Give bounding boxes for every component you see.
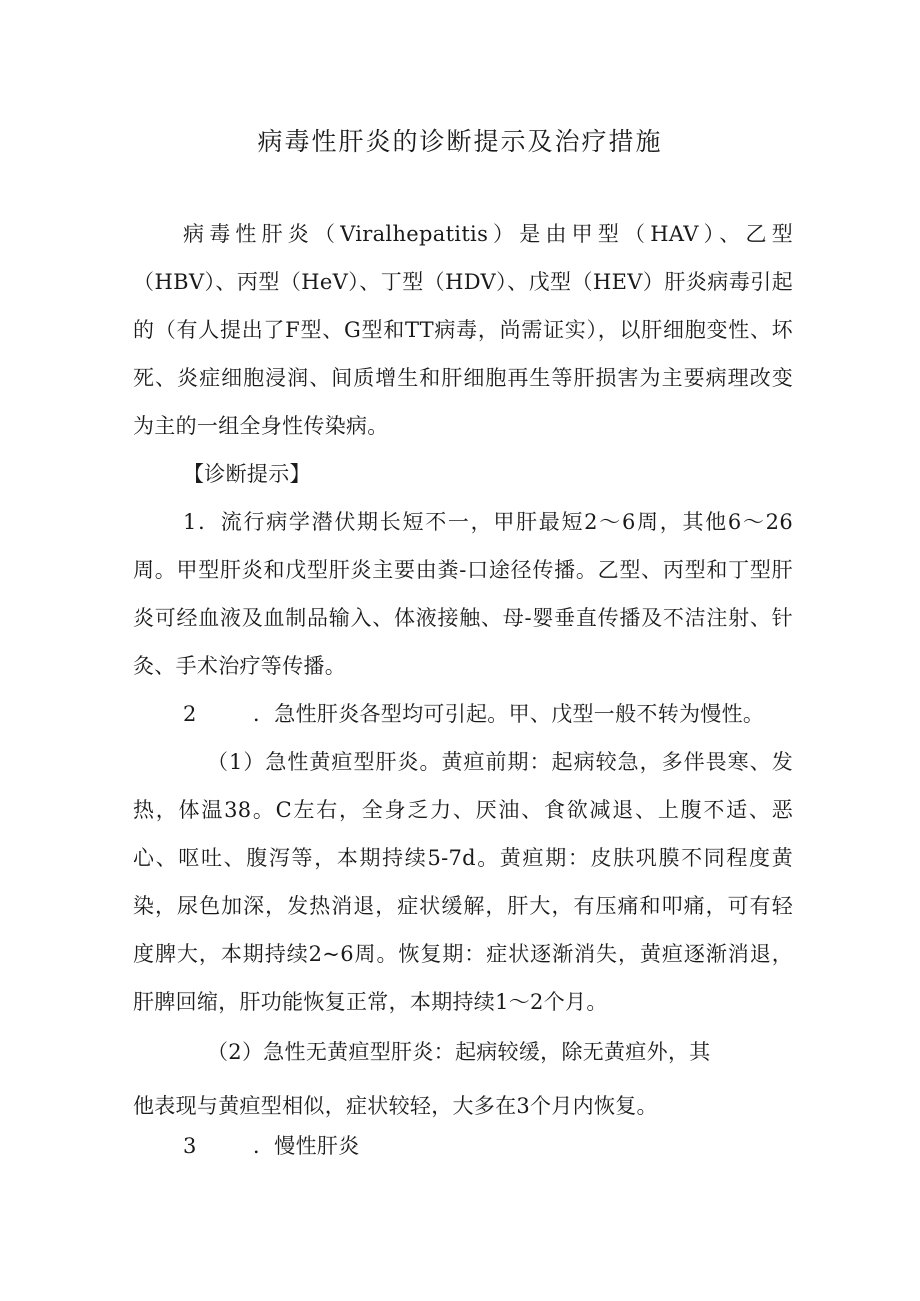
item-3-line [183,1122,360,1170]
item-2-text: ．急性肝炎各型均可引起。甲、戊型一般不转为慢性。 [253,702,765,726]
item-2-sub-1-paragraph: （1）急性黄疸型肝炎。黄疸前期：起病较急，多伴畏寒、发热，体温38。C左右，全身乏力、厌油、食欲减退、上腹不适、恶心、呕吐、腹泻等，本期持续5-7d。黄疸期：皮肤巩膜不同程度黄染，尿色加深，发热消退，症状缓解，肝大，有压痛和叩痛，可有轻度脾大，本期持续2~6周。恢复期：症状逐渐消失，黄疸逐渐消退，肝脾回缩，肝功能恢复正常，本期持续1～2个月。 [133,750,793,1014]
item-2-sub-2-line-1: （2）急性无黄疸型肝炎：起病较缓，除无黄疸外，其 [207,1040,711,1064]
item-3-number: 3 [183,1134,197,1158]
section-heading-diagnosis: 【诊断提示】 [183,462,311,486]
item-2-sub-2-line-2: 他表现与黄疸型相似，症状较轻，大多在3个月内恢复。 [133,1094,658,1118]
item-2-line [183,690,764,738]
document-title: 病毒性肝炎的诊断提示及治疗措施 [257,127,663,156]
intro-paragraph: 病毒性肝炎（Viralhepatitis）是由甲型（HAV）、乙型（HBV）、丙型（HeV）、丁型（HDV）、戊型（HEV）肝炎病毒引起的（有人提出了F型、G型和TT病毒，尚需证实），以肝细胞变性、坏死、炎症细胞浸润、间质增生和肝细胞再生等肝损害为主要病理改变为主的一组全身性传染病。 [133,222,793,438]
item-1-paragraph: 1．流行病学潜伏期长短不一，甲肝最短2～6周，其他6～26周。甲型肝炎和戊型肝炎主要由粪-口途径传播。乙型、丙型和丁型肝炎可经血液及血制品输入、体液接触、母-婴垂直传播及不洁注射、针灸、手术治疗等传播。 [133,510,793,678]
item-3-text: ．慢性肝炎 [253,1134,360,1158]
item-2-number: 2 [183,702,197,726]
